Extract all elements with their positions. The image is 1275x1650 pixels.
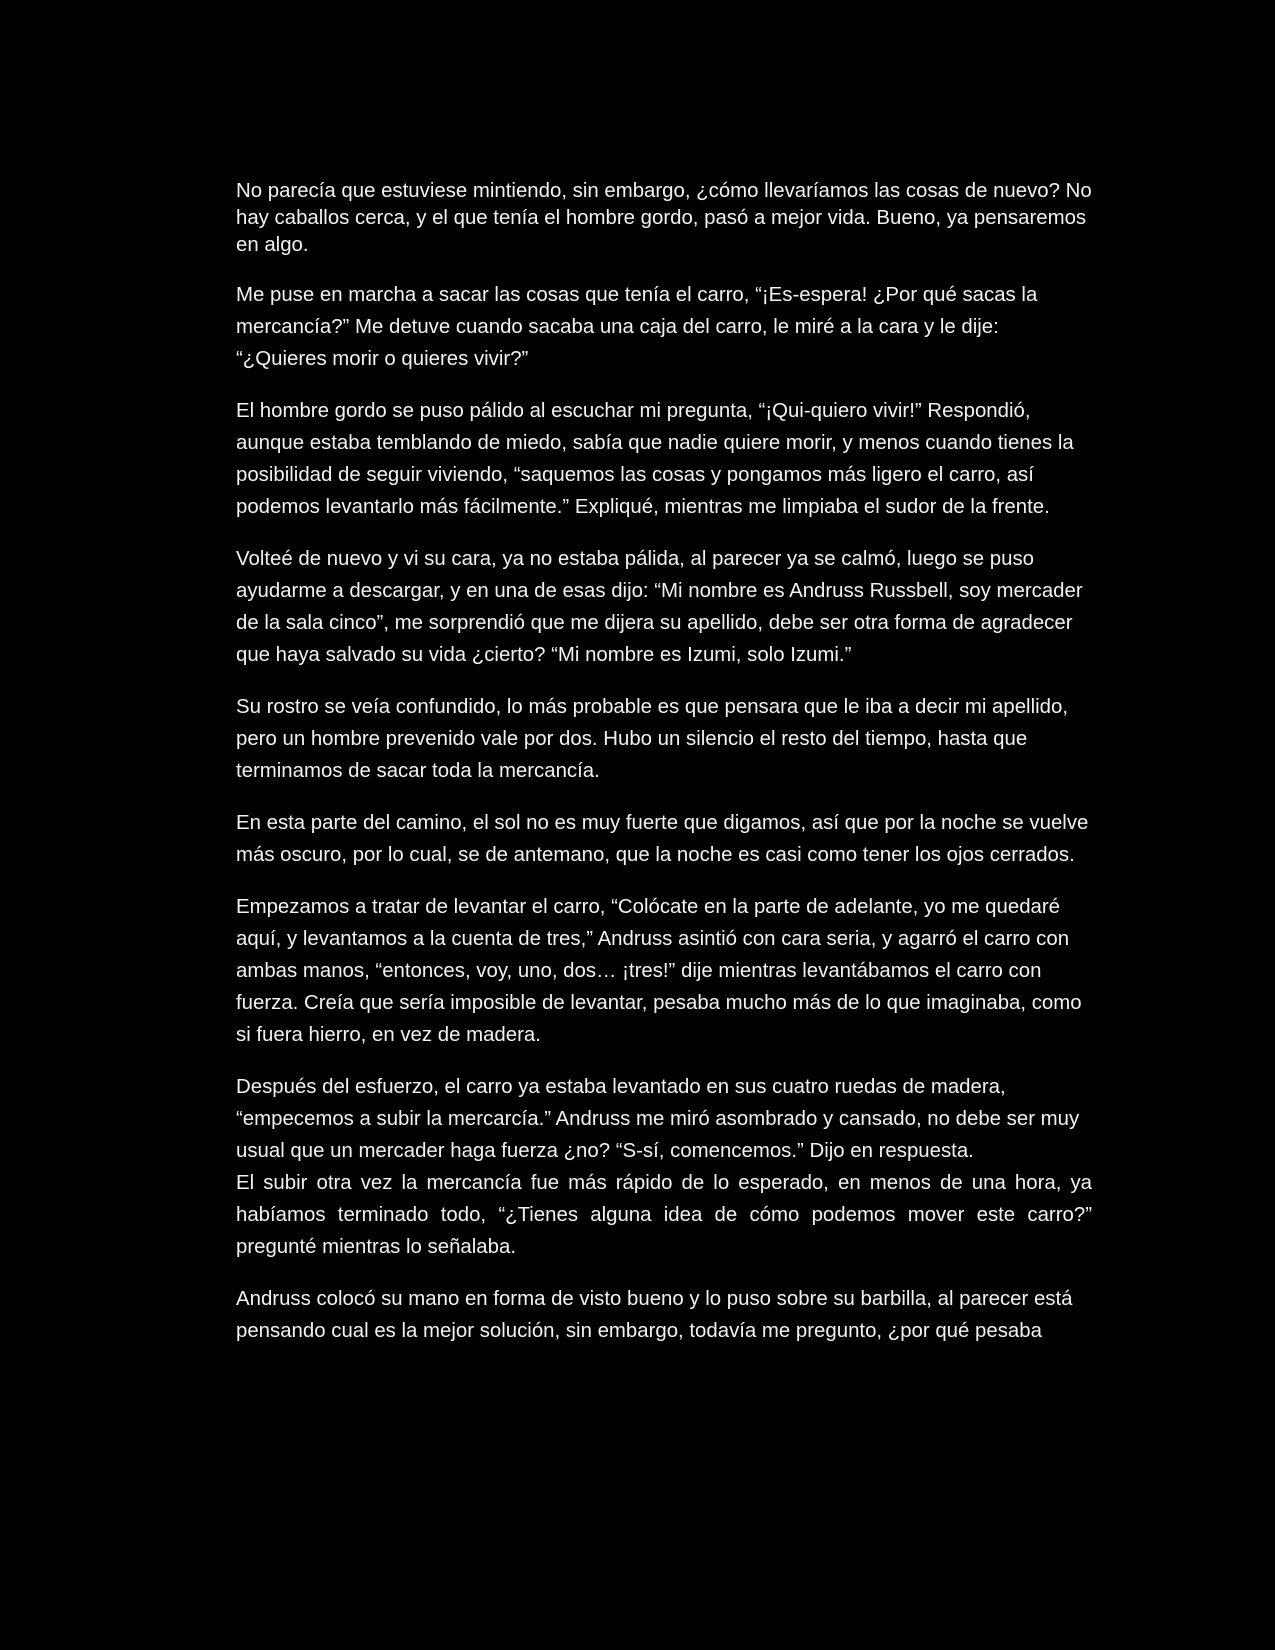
paragraph-7: Empezamos a tratar de levantar el carro, “Colócate en la parte de adelante, yo me quedaré aquí, y levantamos a la cuenta de tres,” Andruss asintió con cara seria, y agarró el carro con ambas manos, “entonces, voy, uno, dos… ¡tres!” dije mientras levantábamos el carro con fuerza. Creía que sería imposible de levantar, pesaba mucho más de lo que imaginaba, como si fuera hierro, en vez de madera. bbox=[236, 896, 1082, 1046]
paragraph-4: Volteé de nuevo y vi su cara, ya no estaba pálida, al parecer ya se calmó, luego se puso ayudarme a descargar, y en una de esas dijo: “Mi nombre es Andruss Russbell, soy mercader de la sala cinco”, me sorprendió que me dijera su apellido, debe ser otra forma de agradecer que haya salvado su vida ¿cierto? “Mi nombre es Izumi, solo Izumi.” bbox=[236, 548, 1083, 666]
paragraph-1: No parecía que estuviese mintiendo, sin embargo, ¿cómo llevaríamos las cosas de nuevo? No hay caballos cerca, y el que tenía el hombre gordo, pasó a mejor vida. Bueno, ya pensaremos en algo. bbox=[236, 180, 1092, 256]
paragraph-5: Su rostro se veía confundido, lo más probable es que pensara que le iba a decir mi apellido, pero un hombre prevenido vale por dos. Hubo un silencio el resto del tiempo, hasta que terminamos de sacar toda la mercancía. bbox=[236, 696, 1068, 782]
paragraph-9: El subir otra vez la mercancía fue más rápido de lo esperado, en menos de una hora, ya habíamos terminado todo, “¿Tienes alguna idea de cómo podemos mover este carro?” pregunté mientras lo señalaba. bbox=[236, 1172, 1092, 1258]
paragraph-6: En esta parte del camino, el sol no es muy fuerte que digamos, así que por la noche se vuelve más oscuro, por lo cual, se de antemano, que la noche es casi como tener los ojos cerrados. bbox=[236, 812, 1089, 866]
paragraph-10: Andruss colocó su mano en forma de visto bueno y lo puso sobre su barbilla, al parecer está pensando cual es la mejor solución, sin embargo, todavía me pregunto, ¿por qué pesaba bbox=[236, 1288, 1073, 1342]
paragraph-3: El hombre gordo se puso pálido al escuchar mi pregunta, “¡Qui-quiero vivir!” Respondió, aunque estaba temblando de miedo, sabía que nadie quiere morir, y menos cuando tienes la posibilidad de seguir viviendo, “saquemos las cosas y pongamos más ligero el carro, así podemos levantarlo más fácilmente.” Expliqué, mientras me limpiaba el sudor de la frente. bbox=[236, 400, 1074, 518]
paragraph-8: Después del esfuerzo, el carro ya estaba levantado en sus cuatro ruedas de madera, “empecemos a subir la mercarcía.” Andruss me miró asombrado y cansado, no debe ser muy usual que un mercader haga fuerza ¿no? “S-sí, comencemos.” Dijo en respuesta. bbox=[236, 1076, 1080, 1162]
document-page bbox=[236, 178, 1092, 1367]
paragraph-2: Me puse en marcha a sacar las cosas que tenía el carro, “¡Es-espera! ¿Por qué sacas la mercancía?” Me detuve cuando sacaba una caja del carro, le miré a la cara y le dije: “¿Quieres morir o quieres vivir?” bbox=[236, 284, 1038, 370]
